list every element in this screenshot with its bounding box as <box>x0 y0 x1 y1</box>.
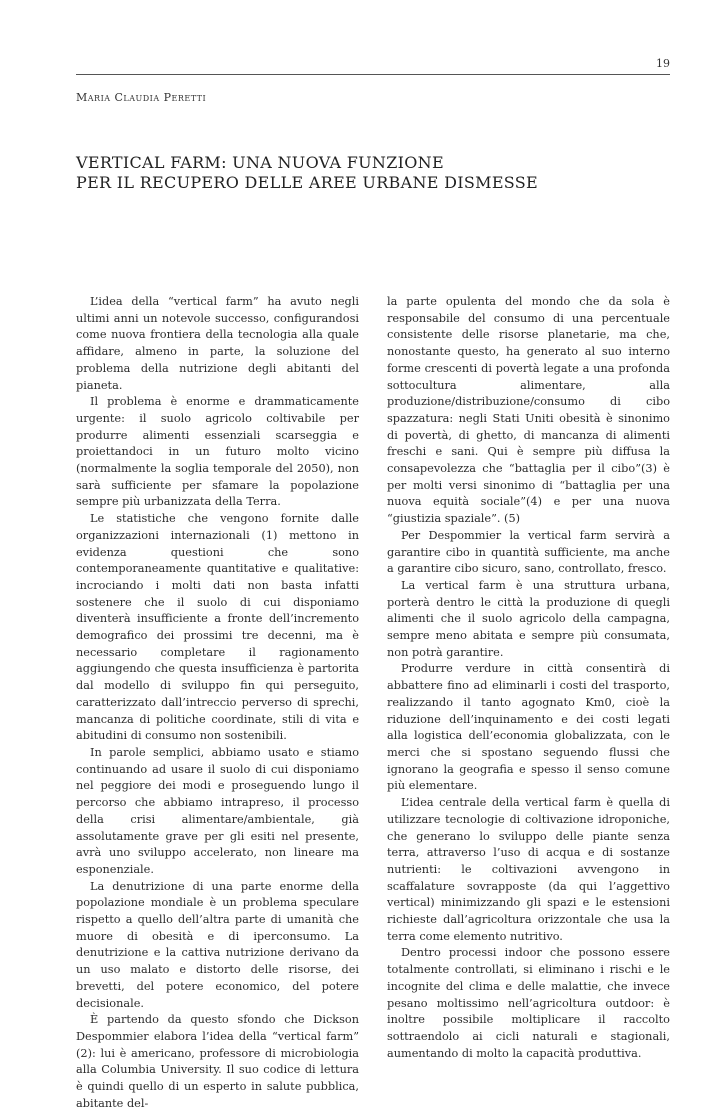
paragraph: Il problema è enorme e drammaticamente urgente: il suolo agricolo coltivabile per produrre alimenti essenziali scarseggia e proiettandoci in un futuro molto vicino (normalmente la soglia temporale del 2050), non sarà sufficiente per sfamare la popolazione sempre più urbanizzata della Terra. <box>76 395 359 509</box>
article-title <box>76 153 676 193</box>
paragraph: È partendo da questo sfondo che Dickson Despommier elabora l’idea della “vertical farm” (2): lui è americano, professore di microbiologia alla Columbia University. Il suo codice di lettura è quindi quello di un esperto in salute pubblica, abitante del- <box>76 1013 359 1110</box>
header-rule <box>76 74 670 75</box>
paragraph: la parte opulenta del mondo che da sola è responsabile del consumo di una percentuale consistente delle risorse planetarie, ma che, nonostante questo, ha generato al suo interno forme crescenti di povertà legate a una profonda sottocultura alimentare, alla produzione/distribuzione/consumo di cibo spazzatura: negli Stati Uniti obesità è sinonimo di povertà, di ghetto, di mancanza di alimenti freschi e sani. Qui è sempre più diffusa la consapevolezza che “battaglia per il cibo”(3) è per molti versi sinonimo di “battaglia per una nuova equità sociale”(4) e per una nuova “giustizia spaziale”. (5) <box>387 295 670 526</box>
page-number: 19 <box>656 57 670 70</box>
paragraph: Le statistiche che vengono fornite dalle organizzazioni internazionali (1) mettono in evidenza questioni che sono contemporaneamente quantitative e qualitative: incrociando i molti dati non basta infatti sostenere che il suolo di cui disponiamo diventerà insufficiente a fronte dell’incremento demografico dei prossimi tre decenni, ma è necessario completare il ragionamento aggiungendo che questa insufficienza è partorita dal modello di sviluppo fin qui perseguito, caratterizzato dall’intreccio perverso di sprechi, mancanza di politiche coordinate, stili di vita e abitudini di consumo non sostenibili. <box>76 512 359 743</box>
paragraph: La vertical farm è una struttura urbana, porterà dentro le città la produzione di quegli alimenti che il suolo agricolo della campagna, sempre meno abitata e sempre più consumata, non potrà garantire. <box>387 578 670 659</box>
title-line: PER IL RECUPERO DELLE AREE URBANE DISMESSE <box>76 173 539 192</box>
paragraph: Dentro processi indoor che possono essere totalmente controllati, si eliminano i rischi e le incognite del clima e delle malattie, che invece pesano moltissimo nell’agricoltura outdoor: è inoltre possibile moltiplicare il raccolto sottraendolo ai cicli naturali e stagionali, aumentando di molto la capacità produttiva. <box>387 946 670 1060</box>
paragraph: La denutrizione di una parte enorme della popolazione mondiale è un problema speculare rispetto a quello dell’altra parte di umanità che muore di obesità e di iperconsumo. La denutrizione e la cattiva nutrizione derivano da un uso malato e distorto delle risorse, dei brevetti, del potere economico, del potere decisionale. <box>76 879 359 1010</box>
left-column <box>76 294 359 1112</box>
title-line: VERTICAL FARM: UNA NUOVA FUNZIONE <box>76 153 444 172</box>
paragraph: L’idea della “vertical farm” ha avuto negli ultimi anni un notevole successo, configurandosi come nuova frontiera della tecnologia alla quale affidare, almeno in parte, la soluzione del problema della nutrizione degli abitanti del pianeta. <box>76 295 359 392</box>
paragraph: In parole semplici, abbiamo usato e stiamo continuando ad usare il suolo di cui disponiamo nel peggiore dei modi e proseguendo lungo il percorso che abbiamo intrapreso, il processo della crisi alimentare/ambientale, già assolutamente grave per gli esiti nel presente, avrà uno sviluppo accelerato, non lineare ma esponenziale. <box>76 745 359 876</box>
paragraph: L’idea centrale della vertical farm è quella di utilizzare tecnologie di coltivazione idroponiche, che generano lo sviluppo delle piante senza terra, attraverso l’uso di acqua e di sostanze nutrienti: le coltivazioni avvengono in scaffalature sovrapposte (da qui l’aggettivo vertical) minimizzando gli spazi e le estensioni richieste dall’agricoltura orizzontale che usa la terra come elemento nutritivo. <box>387 796 670 943</box>
paragraph: Produrre verdure in città consentirà di abbattere fino ad eliminarli i costi del trasporto, realizzando il tanto agognato Km0, cioè la riduzione dell’inquinamento e dei costi legati alla logistica dell’economia globalizzata, con le merci che si spostano seguendo flussi che ignorano la geografia e spesso il senso comune più elementare. <box>387 662 670 793</box>
right-column <box>387 294 670 1062</box>
author-name: Maria Claudia Peretti <box>76 91 207 104</box>
paragraph: Per Despommier la vertical farm servirà a garantire cibo in quantità sufficiente, ma anche a garantire cibo sicuro, sano, controllato, fresco. <box>387 528 670 576</box>
